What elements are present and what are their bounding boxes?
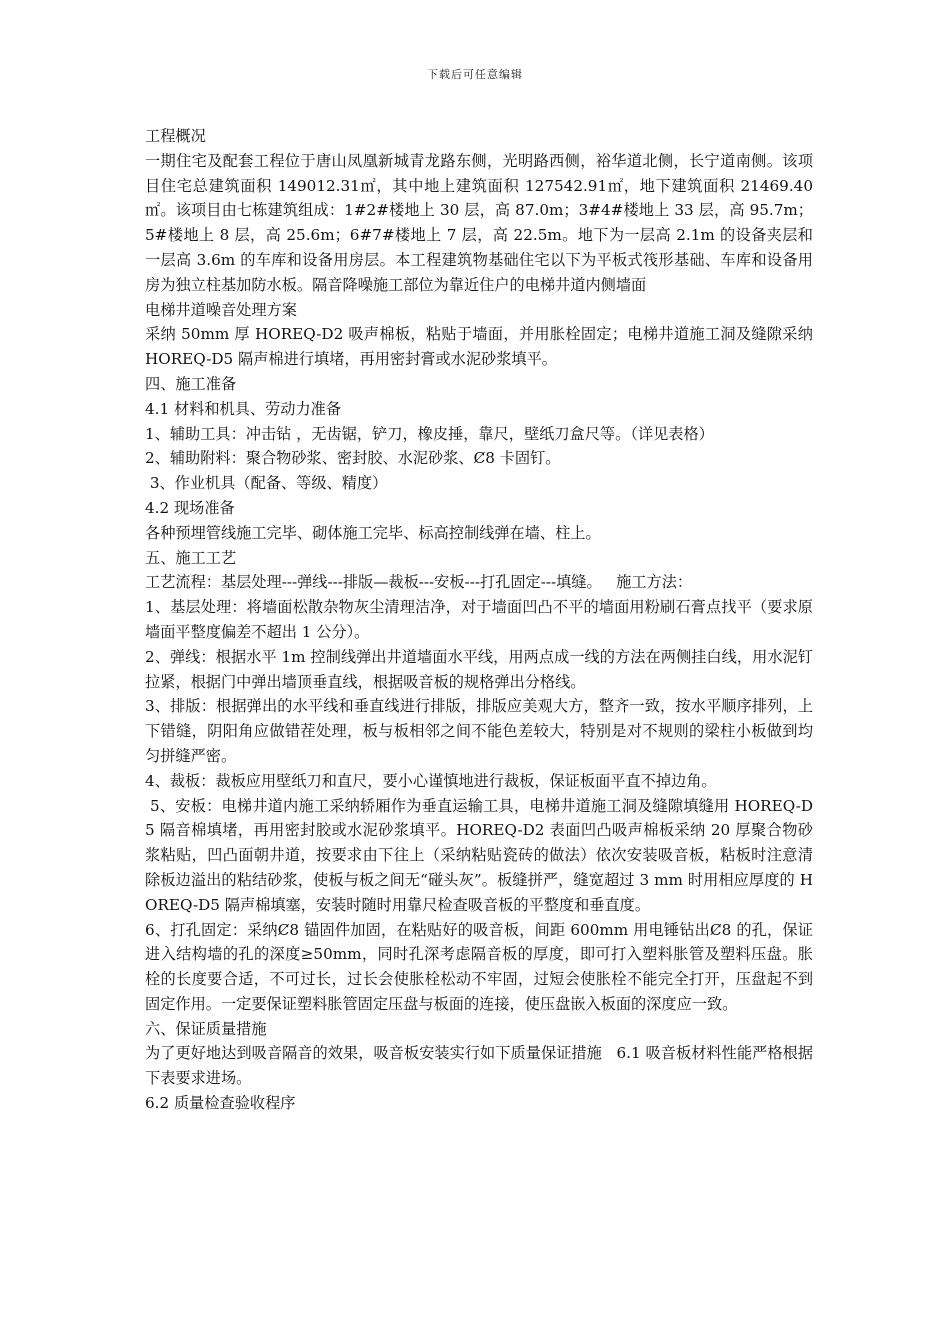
section-heading: 六、保证质量措施 xyxy=(145,1019,267,1038)
subsection-heading: 4.2 现场准备 xyxy=(145,498,235,517)
list-item: 6、打孔固定：采纳Ȼ8 锚固件加固，在粘贴好的吸音板，间距 600mm 用电锤钻出Ȼ8 的孔，保证进入结构墙的孔的深度≥50mm，同时孔深考虑隔音板的厚度，即可打入塑料胀管及塑料压盘。胀栓的长度要合适，不可过长，过长会使胀栓松动不牢固，过短会使胀栓不能完全打开，压盘起不到固定作用。一定要保证塑料胀管固定压盘与板面的连接，使压盘嵌入板面的深度应一致。 xyxy=(145,920,813,1013)
list-item: 3、排版：根据弹出的水平线和垂直线进行排版，排版应美观大方，整齐一致，按水平顺序排列，上下错缝，阴阳角应做错茬处理，板与板相邻之间不能色差较大，特别是对不规则的梁柱小板做到均匀拼缝严密。 xyxy=(145,697,813,765)
paragraph: 各种预埋管线施工完毕、砌体施工完毕、标高控制线弹在墙、柱上。 xyxy=(145,523,601,542)
list-item: 4、裁板：裁板应用壁纸刀和直尺，要小心谨慎地进行裁板，保证板面平直不掉边角。 xyxy=(145,771,717,790)
paragraph: 一期住宅及配套工程位于唐山凤凰新城青龙路东侧，光明路西侧，裕华道北侧，长宁道南侧。该项目住宅总建筑面积 149012.31㎡，其中地上建筑面积 127542.91㎡，地下建筑面积 21469.40㎡。该项目由七栋建筑组成：1#2#楼地上 30 层，高 87.0m；3#4#楼地上 33 层，高 95.7m；5#楼地上 8 层，高 25.6m；6#7#楼地上 7 层，高 22.5m。地下为一层高 2.1m 的设备夹层和一层高 3.6m 的车库和设备用房层。本工程建筑物基础住宅以下为平板式筏形基础、车库和设备用房为独立柱基加防水板。隔音降噪施工部位为靠近住户的电梯井道内侧墙面 xyxy=(145,151,813,294)
list-item: 2、弹线：根据水平 1m 控制线弹出井道墙面水平线，用两点成一线的方法在两侧挂白线，用水泥钉拉紧，根据门中弹出墙顶垂直线，根据吸音板的规格弹出分格线。 xyxy=(145,647,813,691)
document-body xyxy=(145,124,813,1116)
subsection-heading: 4.1 材料和机具、劳动力准备 xyxy=(145,399,342,418)
list-item: 5、安板：电梯井道内施工采纳轿厢作为垂直运输工具，电梯井道施工洞及缝隙填缝用 HOREQ-D5 隔音棉填堵，再用密封胶或水泥砂浆填平。HOREQ-D2 表面凹凸吸声棉板采纳 20 厚聚合物砂浆粘贴，凹凸面朝井道，按要求由下往上（采纳粘贴瓷砖的做法）依次安装吸音板，粘板时注意清除板边溢出的粘结砂浆，使板与板之间无“碰头灰”。板缝拼严，缝宽超过 3 mm 时用相应厚度的 HOREQ-D5 隔声棉填塞，安装时随时用靠尺检查吸音板的平整度和垂直度。 xyxy=(145,796,814,914)
list-item: 3、作业机具（配备、等级、精度） xyxy=(145,474,388,493)
section-heading: 五、施工工艺 xyxy=(145,548,237,567)
list-item: 2、辅助附料：聚合物砂浆、密封胶、水泥砂浆、Ȼ8 卡固钉。 xyxy=(145,449,561,468)
header-note: 下载后可任意编辑 xyxy=(427,68,523,81)
list-item: 1、辅助工具：冲击钻 ，无齿锯，铲刀，橡皮捶，靠尺，壁纸刀盒尺等。（详见表格） xyxy=(145,424,714,443)
paragraph: 工艺流程：基层处理---弹线---排版—裁板---安板---打孔固定---填缝。 施工方法： xyxy=(145,573,693,592)
section-heading: 四、施工准备 xyxy=(145,374,237,393)
section-heading: 工程概况 xyxy=(145,127,206,145)
list-item: 1、基层处理：将墙面松散杂物灰尘清理洁净，对于墙面凹凸不平的墙面用粉刷石膏点找平（要求原墙面平整度偏差不超出 1 公分）。 xyxy=(145,598,813,641)
paragraph: 为了更好地达到吸音隔音的效果，吸音板安装实行如下质量保证措施 6.1 吸音板材料性能严格根据下表要求进场。 xyxy=(145,1044,813,1088)
section-heading: 电梯井道噪音处理方案 xyxy=(145,300,297,319)
paragraph: 采纳 50mm 厚 HOREQ-D2 吸声棉板，粘贴于墙面，并用胀栓固定；电梯井道施工洞及缝隙采纳 HOREQ-D5 隔声棉进行填堵，再用密封膏或水泥砂浆填平。 xyxy=(145,325,813,369)
subsection-heading: 6.2 质量检查验收程序 xyxy=(145,1094,296,1113)
